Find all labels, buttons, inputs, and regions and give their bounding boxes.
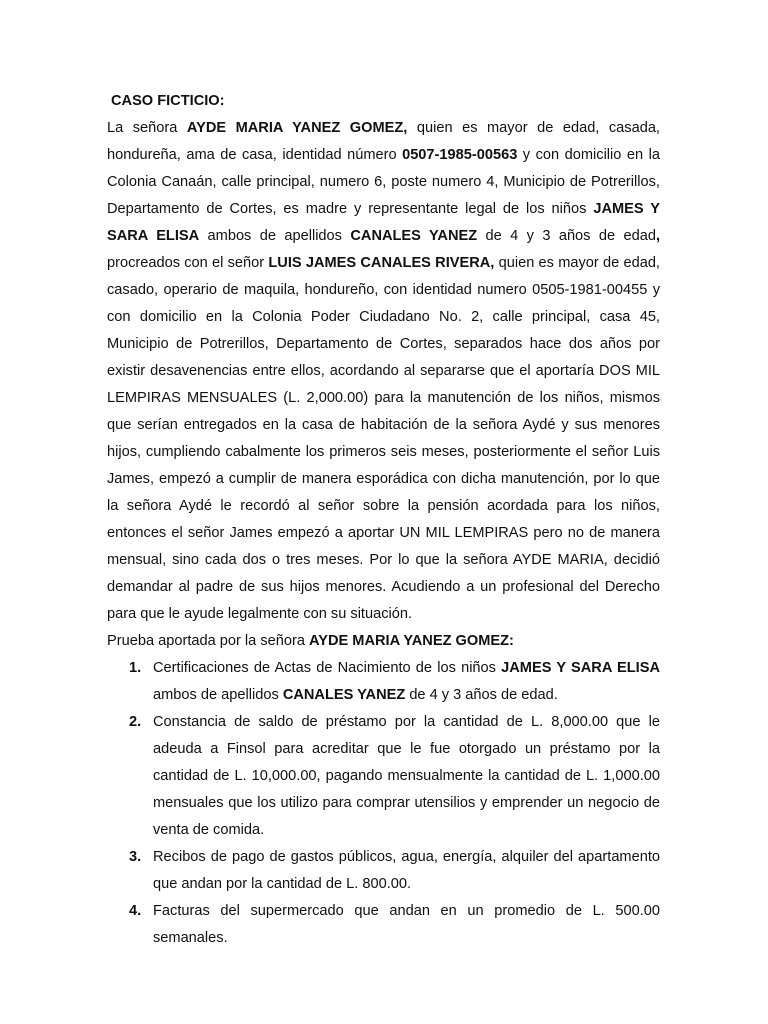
- evidence-item-text: Certificaciones de Actas de Nacimiento de los niños: [153, 660, 502, 676]
- evidence-item-number: 4.: [129, 903, 142, 919]
- case-text-7: quien es mayor de edad, casado, operario de maquila, hondureño, con identidad numero 0505-1981-00455 y con domicilio en la Colonia Poder Ciudadano No. 2, calle principal, casa 45, Municipio de Potrerillos, Departamento de Cortes, separados hace dos años por existir desavenencias entre ellos, acordando al separarse que el aportaría DOS MIL LEMPIRAS MENSUALES (L. 2,000.00) para la manutención de los niños, mismos que serían entregados en la casa de habitación de la señora Aydé y sus menores hijos, cumpliendo cabalmente los primeros seis meses, posteriormente el señor Luis James, empezó a cumplir de manera esporádica con dicha manutención, por lo que la señora Aydé le recordó al señor sobre la pensión acordada para los niños, entonces el señor James empezó a aportar UN MIL LEMPIRAS pero no de manera mensual, sino cada dos o tres meses. Por lo que la señora AYDE MARIA, decidió demandar al padre de sus hijos menores. Acudiendo a un profesional del Derecho para que le ayude legalmente con su situación.: [107, 255, 660, 622]
- case-text-3: y con domicilio en la Colonia Canaán, calle principal, numero 6, poste numero 4, Municipio de Potrerillos, Departamento de Cortes, es madre y representante legal de los niños: [107, 147, 660, 217]
- children-surnames: CANALES YANEZ: [350, 228, 478, 244]
- evidence-item: [107, 709, 660, 844]
- evidence-item: [107, 844, 660, 898]
- evidence-item-number: 2.: [129, 714, 142, 730]
- evidence-list: [107, 655, 660, 952]
- case-text-2: quien es mayor de edad, casada, hondureña, ama de casa, identidad número: [107, 120, 660, 163]
- evidence-item-text: Constancia de saldo de préstamo por la cantidad de L. 8,000.00 que le adeuda a Finsol para acreditar que le fue otorgado un préstamo por la cantidad de L. 10,000.00, pagando mensualmente la cantidad de L. 1,000.00 mensuales que los utilizo para comprar utensilios y emprender un negocio de venta de comida.: [153, 714, 660, 838]
- case-text-5: de 4 y 3 años de edad: [477, 228, 656, 244]
- mother-name: AYDE MARIA YANEZ GOMEZ,: [186, 120, 408, 136]
- evidence-item-text: Recibos de pago de gastos públicos, agua, energía, alquiler del apartamento que andan por la cantidad de L. 800.00.: [153, 849, 660, 892]
- evidence-item-text: Facturas del supermercado que andan en un promedio de L. 500.00 semanales.: [153, 903, 660, 946]
- father-name: LUIS JAMES CANALES RIVERA,: [268, 255, 495, 271]
- evidence-item-text: de 4 y 3 años de edad.: [405, 687, 558, 703]
- evidence-intro-text: Prueba aportada por la señora: [107, 633, 310, 649]
- evidence-item: [107, 655, 660, 709]
- case-text-6: procreados con el señor: [107, 255, 269, 271]
- case-text-4: ambos de apellidos: [199, 228, 351, 244]
- document-title: CASO FICTICIO:: [111, 93, 225, 109]
- document-page: [107, 88, 660, 952]
- evidence-children-surnames: CANALES YANEZ: [282, 687, 406, 703]
- case-comma: ,: [655, 228, 660, 244]
- evidence-item: [107, 898, 660, 952]
- mother-id-number: 0507-1985-00563: [402, 147, 518, 163]
- evidence-item-number: 3.: [129, 849, 142, 865]
- evidence-intro: [107, 628, 660, 655]
- evidence-intro-name: AYDE MARIA YANEZ GOMEZ:: [309, 633, 514, 649]
- evidence-item-number: 1.: [129, 660, 142, 676]
- case-paragraph: [107, 115, 660, 628]
- evidence-children-names: JAMES Y SARA ELISA: [501, 660, 660, 676]
- children-names: JAMES Y SARA ELISA: [107, 201, 661, 244]
- case-text-1: La señora: [107, 120, 187, 136]
- evidence-item-text: ambos de apellidos: [153, 687, 283, 703]
